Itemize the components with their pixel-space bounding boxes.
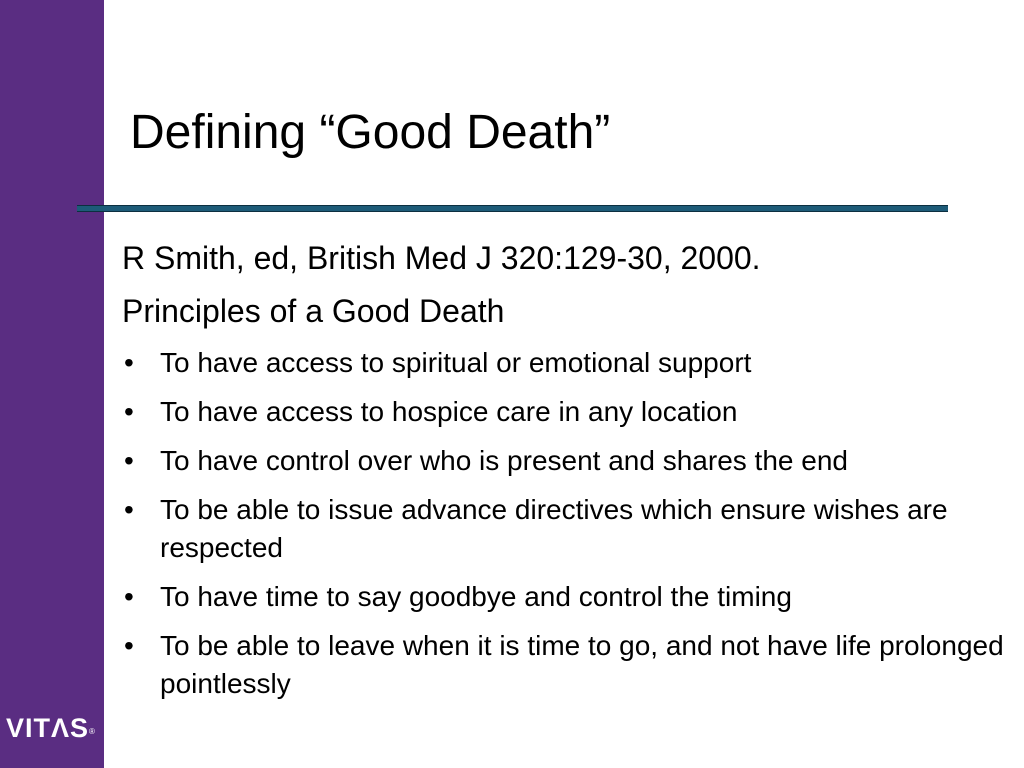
logo-text: VITΛS <box>6 713 90 743</box>
slide-body <box>122 238 1012 714</box>
slide-title: Defining “Good Death” <box>130 106 611 159</box>
list-item <box>122 393 1012 431</box>
title-divider <box>77 205 948 212</box>
list-item <box>122 344 1012 382</box>
bullet-icon: • <box>124 630 134 661</box>
brand-sidebar <box>0 0 104 768</box>
list-item <box>122 442 1012 480</box>
list-item <box>122 627 1012 703</box>
list-item <box>122 491 1012 567</box>
list-item-text: To be able to leave when it is time to go, and not have life prolonged pointlessly <box>160 630 1004 699</box>
subheading: Principles of a Good Death <box>122 293 505 329</box>
list-item-text: To have time to say goodbye and control the timing <box>160 581 792 612</box>
vitas-logo <box>6 712 95 744</box>
registered-mark: ® <box>89 727 95 736</box>
list-item-text: To have access to spiritual or emotional support <box>160 347 752 378</box>
bullet-icon: • <box>124 347 134 378</box>
reference-line: R Smith, ed, British Med J 320:129-30, 2000. <box>122 240 761 276</box>
bullet-icon: • <box>124 581 134 612</box>
list-item-text: To have access to hospice care in any location <box>160 396 738 427</box>
list-item-text: To be able to issue advance directives which ensure wishes are respected <box>160 494 948 563</box>
list-item <box>122 578 1012 616</box>
bullet-icon: • <box>124 494 134 525</box>
bullet-icon: • <box>124 445 134 476</box>
list-item-text: To have control over who is present and shares the end <box>160 445 848 476</box>
bullet-icon: • <box>124 396 134 427</box>
principles-list <box>122 344 1012 703</box>
